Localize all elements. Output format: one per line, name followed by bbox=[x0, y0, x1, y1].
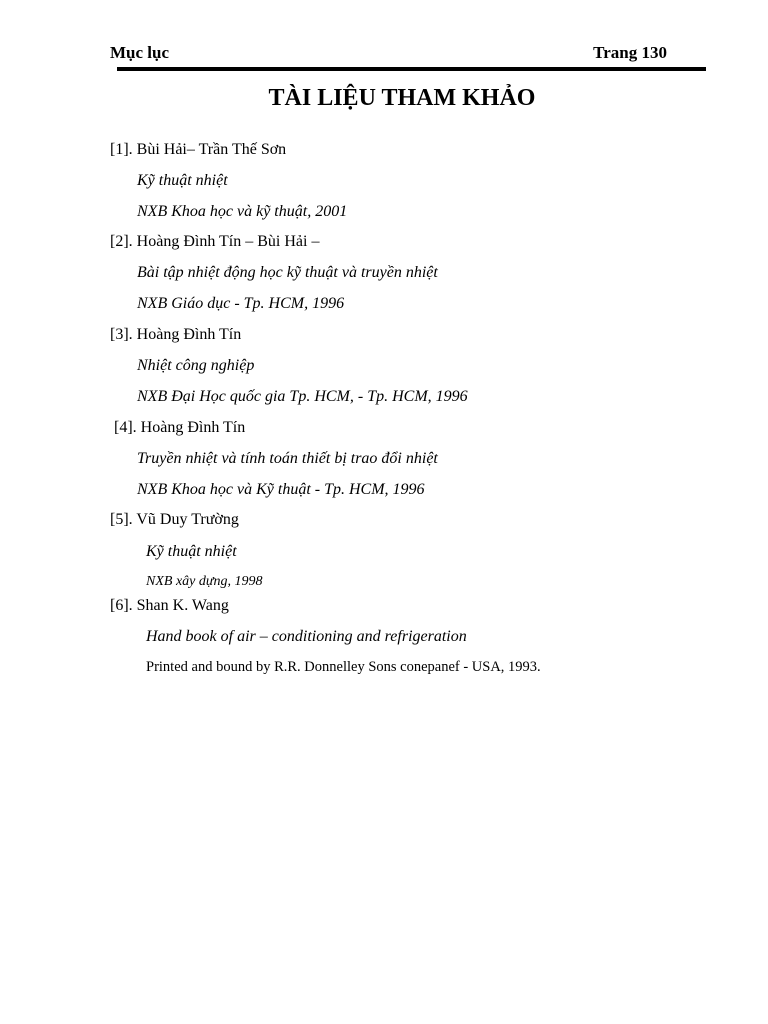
reference-1-publisher: NXB Khoa học và kỹ thuật, 2001 bbox=[137, 203, 348, 220]
reference-2-authors: [2]. Hoàng Đình Tín – Bùi Hải – bbox=[110, 233, 320, 250]
reference-2-publisher: NXB Giáo dục - Tp. HCM, 1996 bbox=[137, 295, 345, 312]
reference-1-title: Kỹ thuật nhiệt bbox=[137, 172, 228, 189]
page-title: TÀI LIỆU THAM KHẢO bbox=[268, 85, 536, 111]
header-section-label: Mục lục bbox=[110, 43, 170, 62]
reference-5-publisher: NXB xây dựng, 1998 bbox=[146, 574, 263, 589]
header-page-number: Trang 130 bbox=[593, 43, 667, 62]
reference-3-authors: [3]. Hoàng Đình Tín bbox=[110, 326, 242, 343]
reference-4-title: Truyền nhiệt và tính toán thiết bị trao đổi nhiệt bbox=[137, 450, 438, 467]
reference-4-publisher: NXB Khoa học và Kỹ thuật - Tp. HCM, 1996 bbox=[137, 481, 425, 498]
reference-5-authors: [5]. Vũ Duy Trường bbox=[110, 511, 239, 528]
reference-6-authors: [6]. Shan K. Wang bbox=[110, 597, 229, 614]
reference-5-title: Kỹ thuật nhiệt bbox=[146, 543, 237, 560]
reference-6-publisher: Printed and bound by R.R. Donnelley Sons conepanef - USA, 1993. bbox=[146, 659, 541, 675]
reference-3-publisher: NXB Đại Học quốc gia Tp. HCM, - Tp. HCM, 1996 bbox=[137, 388, 468, 405]
header-divider bbox=[117, 67, 706, 71]
reference-4-authors: [4]. Hoàng Đình Tín bbox=[114, 419, 246, 436]
reference-6-title: Hand book of air – conditioning and refrigeration bbox=[146, 628, 467, 645]
reference-2-title: Bài tập nhiệt động học kỹ thuật và truyền nhiệt bbox=[137, 264, 438, 281]
reference-1-authors: [1]. Bùi Hải– Trần Thế Sơn bbox=[110, 141, 287, 158]
reference-3-title: Nhiệt công nghiệp bbox=[137, 357, 255, 374]
